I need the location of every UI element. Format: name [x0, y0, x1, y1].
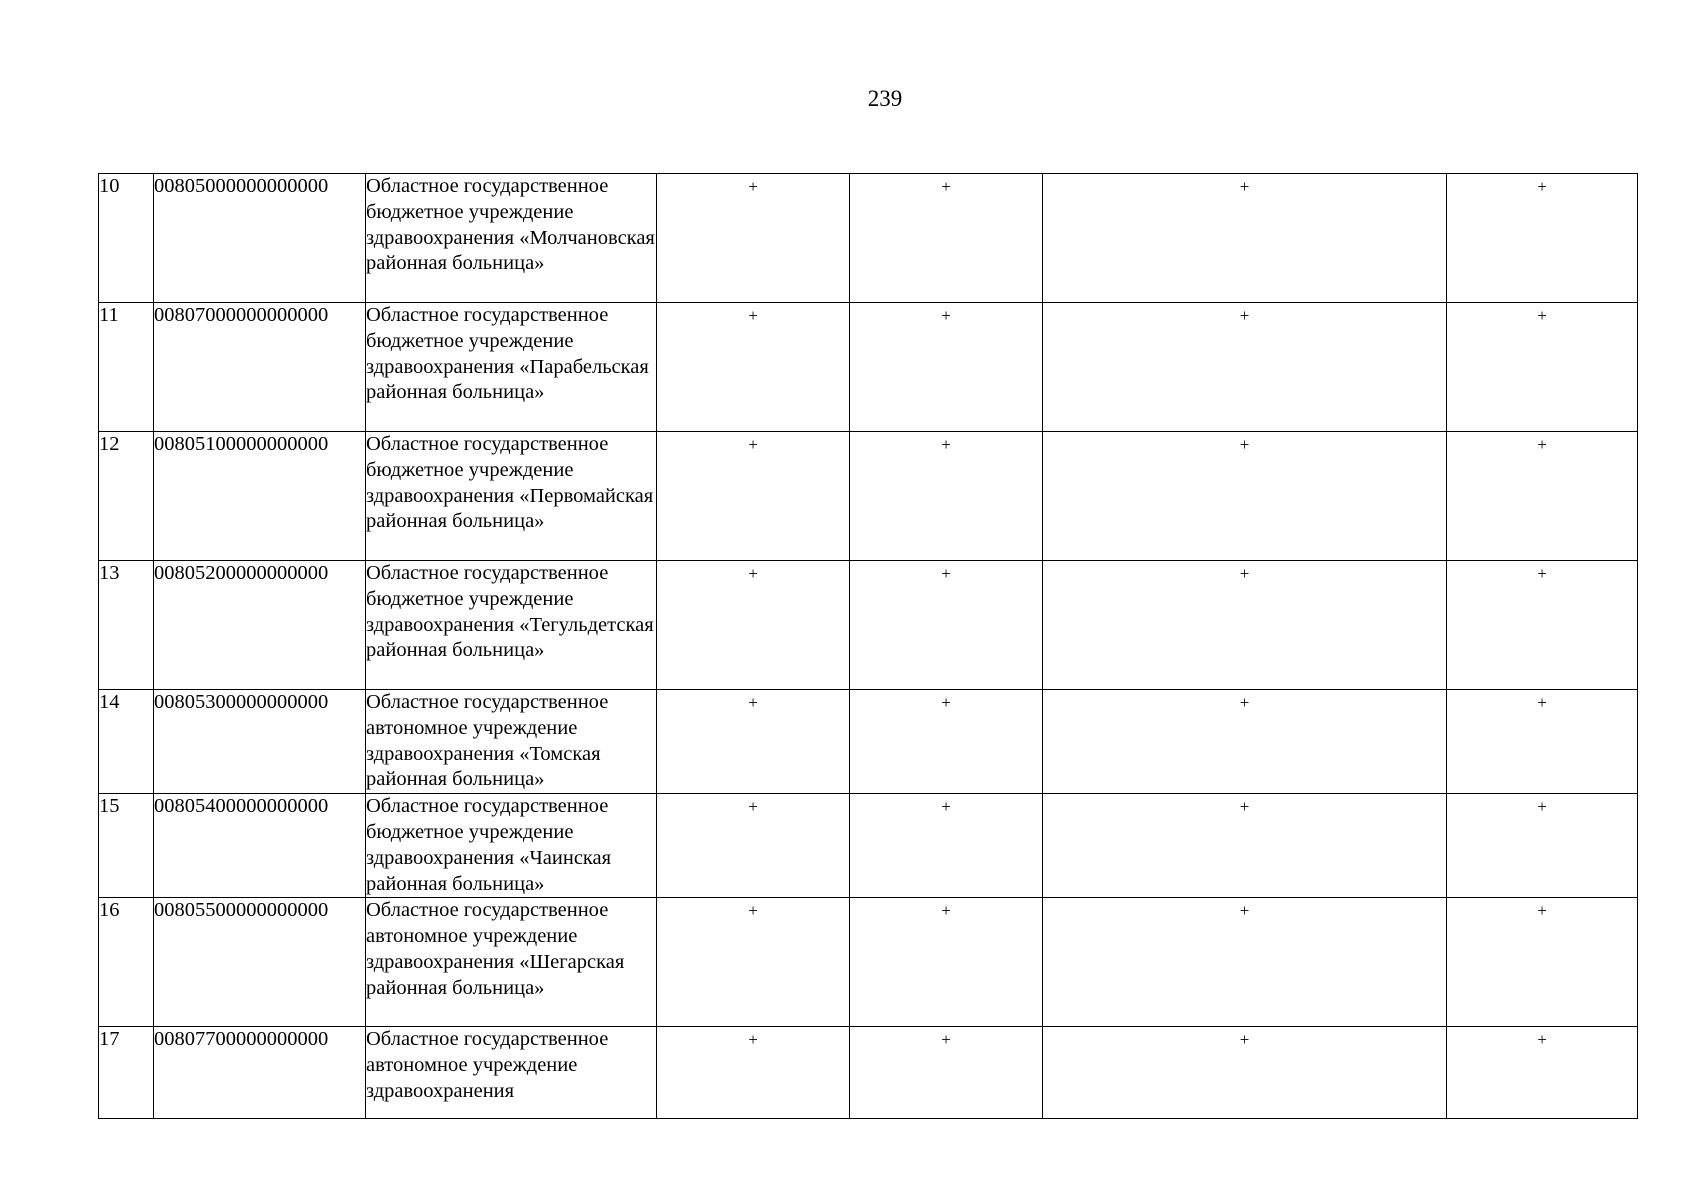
row-name: Областное государственное бюджетное учреждение здравоохранения «Тегульдетская районная больница»	[366, 561, 657, 690]
row-mark-2: +	[850, 898, 1043, 1027]
row-code: 00805200000000000	[154, 561, 366, 690]
row-mark-2: +	[850, 432, 1043, 561]
table-row	[99, 174, 1638, 303]
page-number: 239	[867, 86, 903, 111]
table-row	[99, 1027, 1638, 1119]
row-number: 14	[99, 690, 154, 794]
row-mark-3: +	[1043, 561, 1447, 690]
row-mark-1: +	[657, 690, 850, 794]
row-code: 00807000000000000	[154, 303, 366, 432]
table-row	[99, 690, 1638, 794]
row-mark-4: +	[1447, 690, 1638, 794]
row-code: 00805100000000000	[154, 432, 366, 561]
row-code: 00805400000000000	[154, 794, 366, 898]
row-mark-1: +	[657, 303, 850, 432]
row-mark-3: +	[1043, 303, 1447, 432]
row-mark-4: +	[1447, 1027, 1638, 1119]
row-mark-2: +	[850, 561, 1043, 690]
row-mark-3: +	[1043, 898, 1447, 1027]
row-name: Областное государственное автономное учреждение здравоохранения «Шегарская районная больница»	[366, 898, 657, 1027]
row-number: 15	[99, 794, 154, 898]
row-mark-4: +	[1447, 794, 1638, 898]
row-name: Областное государственное автономное учреждение здравоохранения	[366, 1027, 657, 1119]
row-mark-3: +	[1043, 690, 1447, 794]
row-mark-3: +	[1043, 794, 1447, 898]
row-mark-1: +	[657, 794, 850, 898]
row-name: Областное государственное автономное учреждение здравоохранения «Томская районная больница»	[366, 690, 657, 794]
row-number: 16	[99, 898, 154, 1027]
row-mark-3: +	[1043, 432, 1447, 561]
row-code: 00807700000000000	[154, 1027, 366, 1119]
row-number: 17	[99, 1027, 154, 1119]
table-row	[99, 303, 1638, 432]
row-code: 00805500000000000	[154, 898, 366, 1027]
row-name: Областное государственное бюджетное учреждение здравоохранения «Парабельская районная больница»	[366, 303, 657, 432]
row-mark-4: +	[1447, 561, 1638, 690]
row-number: 10	[99, 174, 154, 303]
row-mark-1: +	[657, 561, 850, 690]
row-mark-4: +	[1447, 174, 1638, 303]
row-name: Областное государственное бюджетное учреждение здравоохранения «Чаинская районная больница»	[366, 794, 657, 898]
row-name: Областное государственное бюджетное учреждение здравоохранения «Первомайская районная больница»	[366, 432, 657, 561]
row-mark-4: +	[1447, 898, 1638, 1027]
row-code: 00805000000000000	[154, 174, 366, 303]
table-row	[99, 432, 1638, 561]
row-mark-2: +	[850, 174, 1043, 303]
institutions-table	[98, 173, 1638, 1119]
row-mark-1: +	[657, 1027, 850, 1119]
row-mark-1: +	[657, 432, 850, 561]
row-code: 00805300000000000	[154, 690, 366, 794]
table-row	[99, 561, 1638, 690]
row-name: Областное государственное бюджетное учреждение здравоохранения «Молчановская районная больница»	[366, 174, 657, 303]
row-number: 13	[99, 561, 154, 690]
row-mark-3: +	[1043, 174, 1447, 303]
row-mark-4: +	[1447, 303, 1638, 432]
row-number: 11	[99, 303, 154, 432]
row-mark-3: +	[1043, 1027, 1447, 1119]
row-mark-4: +	[1447, 432, 1638, 561]
row-mark-2: +	[850, 1027, 1043, 1119]
table-row	[99, 898, 1638, 1027]
row-mark-1: +	[657, 898, 850, 1027]
row-mark-2: +	[850, 690, 1043, 794]
row-mark-2: +	[850, 303, 1043, 432]
row-mark-1: +	[657, 174, 850, 303]
row-number: 12	[99, 432, 154, 561]
table-row	[99, 794, 1638, 898]
row-mark-2: +	[850, 794, 1043, 898]
